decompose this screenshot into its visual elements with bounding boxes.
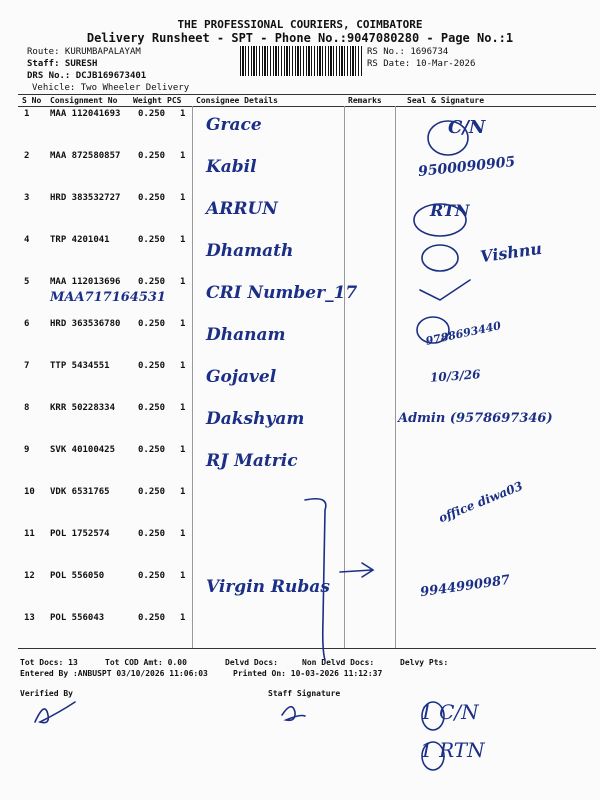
tick-mark-5 [420, 280, 470, 300]
col-remarks: Remarks [348, 96, 382, 105]
staff-label: Staff: SURESH [27, 59, 98, 69]
col-consignee: Consignee Details [196, 96, 278, 105]
delivered-docs: Delvd Docs: [225, 658, 278, 667]
seal-circle-6 [417, 317, 449, 343]
seal-signature-handwriting: 10/3/26 [429, 367, 481, 385]
weight-value: 0.250 [138, 277, 166, 287]
weight-value: 0.250 [138, 319, 166, 329]
staff-signature [282, 707, 305, 721]
verified-signature [35, 702, 75, 723]
pieces-count: 1 [180, 193, 186, 203]
seal-signature-handwriting: Admin (9578697346) [398, 411, 553, 426]
consignment-number: TTP 5434551 [50, 361, 110, 371]
consignment-number: POL 1752574 [50, 529, 110, 539]
pieces-count: 1 [180, 361, 186, 371]
pieces-count: 1 [180, 487, 186, 497]
seal-circle-4 [422, 245, 458, 271]
serial-number: 1 [24, 109, 30, 119]
serial-number: 9 [24, 445, 30, 455]
pieces-count: 1 [180, 529, 186, 539]
consignee-handwriting: Kabil [206, 157, 257, 177]
extra-consignment-handwriting: MAA717164531 [50, 290, 166, 305]
rs-number: RS No.: 1696734 [367, 47, 449, 57]
col-seal: Seal & Signature [407, 96, 485, 105]
consignment-number: POL 556050 [50, 571, 105, 581]
pieces-count: 1 [180, 613, 186, 623]
col-sno: S No [22, 96, 42, 105]
consignment-number: HRD 383532727 [50, 193, 121, 203]
note-cn: 1 C/N [420, 700, 479, 724]
weight-value: 0.250 [138, 235, 166, 245]
weight-value: 0.250 [138, 361, 166, 371]
seal-circle-1 [428, 121, 468, 155]
weight-value: 0.250 [138, 193, 166, 203]
consignee-handwriting: Virgin Rubas [206, 577, 330, 597]
pieces-count: 1 [180, 403, 186, 413]
vehicle-label: Vehicle: Two Wheeler Delivery [32, 83, 190, 93]
consignment-number: MAA 112013696 [50, 277, 121, 287]
serial-number: 13 [24, 613, 35, 623]
entered-by: Entered By :ANBUSPT 03/10/2026 11:06:03 [20, 669, 208, 678]
serial-number: 12 [24, 571, 35, 581]
seal-circle-3 [414, 204, 466, 236]
consignment-number: HRD 363536780 [50, 319, 121, 329]
consignee-handwriting: CRI Number_17 [206, 283, 358, 303]
serial-number: 5 [24, 277, 30, 287]
weight-value: 0.250 [138, 403, 166, 413]
consignee-handwriting: Dhamath [206, 241, 294, 261]
pieces-count: 1 [180, 109, 186, 119]
weight-value: 0.250 [138, 487, 166, 497]
consignment-number: KRR 50228334 [50, 403, 116, 413]
total-cod: Tot COD Amt: 0.00 [105, 658, 187, 667]
note-circle-rtn [422, 742, 444, 770]
weight-value: 0.250 [138, 571, 166, 581]
rs-date: RS Date: 10-Mar-2026 [367, 59, 476, 69]
delivery-points: Delvy Pts: [400, 658, 449, 667]
weight-value: 0.250 [138, 151, 166, 161]
consignee-handwriting: RJ Matric [206, 451, 298, 471]
col-weight: Weight [133, 96, 162, 105]
consignee-handwriting: Dhanam [206, 325, 286, 345]
consignment-number: SVK 40100425 [50, 445, 116, 455]
verified-by-label: Verified By [20, 689, 73, 698]
weight-value: 0.250 [138, 445, 166, 455]
seal-signature-handwriting: 9788693440 [424, 319, 503, 348]
company-title: THE PROFESSIONAL COURIERS, COIMBATORE [177, 18, 423, 31]
consignee-handwriting: Gojavel [206, 367, 277, 387]
seal-signature-handwriting: C/N [448, 117, 486, 138]
consignment-number: MAA 112041693 [50, 109, 121, 119]
seal-signature-handwriting: 9944990987 [419, 572, 512, 601]
serial-number: 4 [24, 235, 30, 245]
weight-value: 0.250 [138, 529, 166, 539]
seal-signature-handwriting: 9500090905 [417, 153, 516, 181]
arrow-stroke [340, 563, 373, 577]
weight-value: 0.250 [138, 613, 166, 623]
serial-number: 8 [24, 403, 30, 413]
drs-label: DRS No.: DCJB169673401 [27, 71, 147, 81]
seal-signature-handwriting: Vishnu [478, 238, 544, 267]
consignee-handwriting: Dakshyam [206, 409, 305, 429]
serial-number: 6 [24, 319, 30, 329]
note-circle-cn [422, 702, 444, 730]
staff-signature-label: Staff Signature [268, 689, 341, 698]
consignment-number: POL 556043 [50, 613, 105, 623]
weight-value: 0.250 [138, 109, 166, 119]
col-pcs: PCS [167, 96, 182, 105]
consignee-handwriting: ARRUN [206, 199, 278, 219]
seal-signature-handwriting: office diwa03 [436, 478, 525, 526]
consignment-number: MAA 872580857 [50, 151, 121, 161]
col-consignment: Consignment No [50, 96, 118, 105]
serial-number: 11 [24, 529, 35, 539]
pieces-count: 1 [180, 235, 186, 245]
pieces-count: 1 [180, 571, 186, 581]
serial-number: 10 [24, 487, 35, 497]
pieces-count: 1 [180, 151, 186, 161]
serial-number: 7 [24, 361, 30, 371]
seal-signature-handwriting: RTN [430, 201, 470, 220]
serial-number: 2 [24, 151, 30, 161]
printed-on: Printed On: 10-03-2026 11:12:37 [233, 669, 383, 678]
runsheet-subtitle: Delivery Runsheet - SPT - Phone No.:9047080280 - Page No.:1 [86, 31, 514, 45]
total-docs: Tot Docs: 13 [20, 658, 78, 667]
pieces-count: 1 [180, 277, 186, 287]
serial-number: 3 [24, 193, 30, 203]
pieces-count: 1 [180, 319, 186, 329]
non-delivered-docs: Non Delvd Docs: [302, 658, 375, 667]
consignment-number: VDK 6531765 [50, 487, 110, 497]
pieces-count: 1 [180, 445, 186, 455]
consignee-handwriting: Grace [206, 115, 262, 135]
note-rtn: 1 RTN [420, 738, 485, 762]
bracket-stroke [305, 499, 326, 660]
route-label: Route: KURUMBAPALAYAM [27, 47, 141, 57]
consignment-number: TRP 4201041 [50, 235, 110, 245]
